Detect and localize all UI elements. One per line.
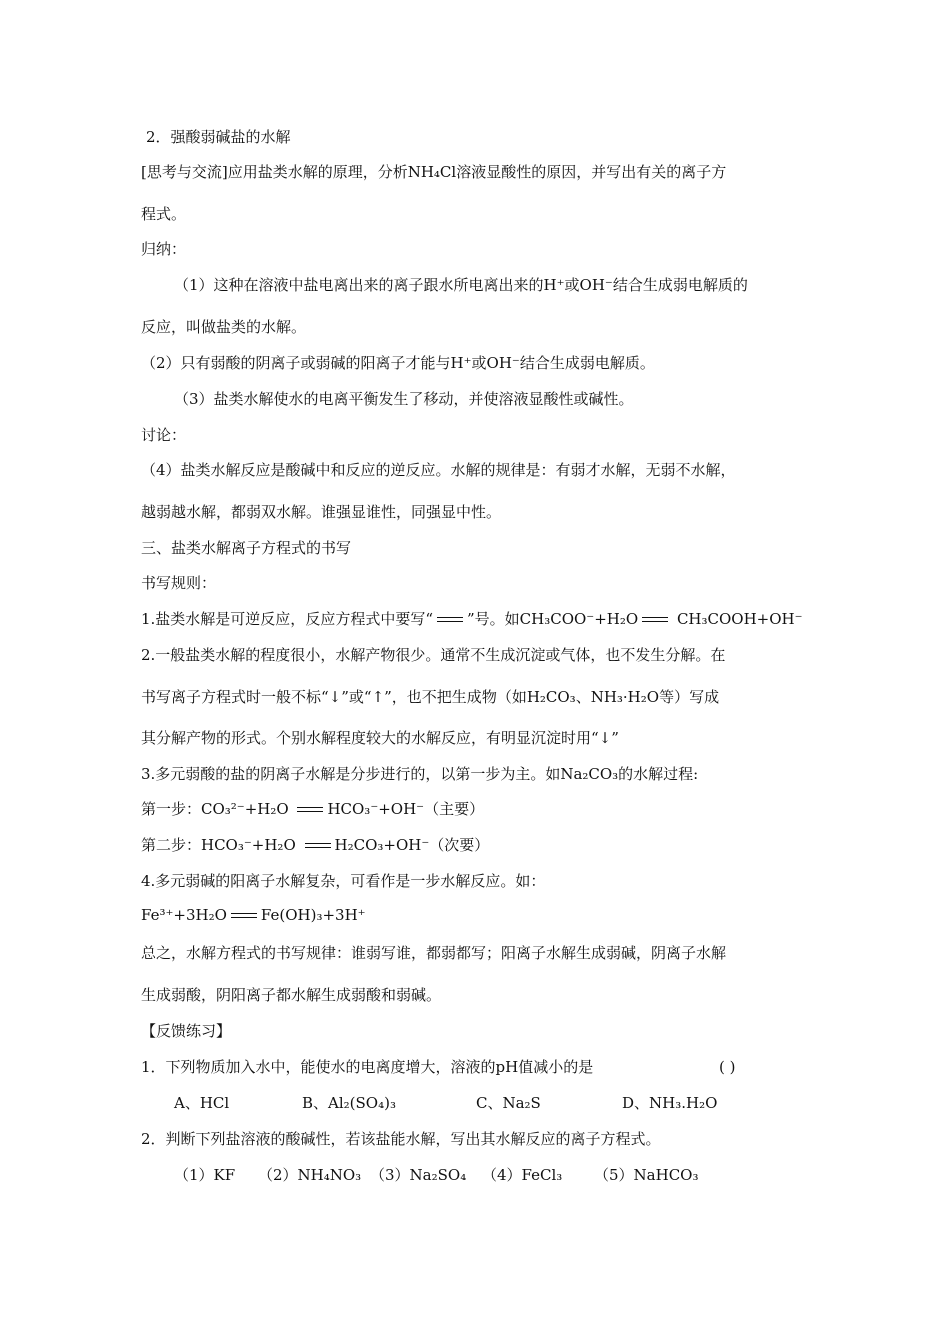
reversible-arrow-icon (303, 841, 333, 851)
reversible-arrow-icon (435, 615, 465, 625)
summary-line1: 总之，水解方程式的书写规律：谁弱写谁，都弱都写；阳离子水解生成弱碱，阴离子水解 (141, 944, 727, 962)
item-4: （4）FeCl₃ (482, 1166, 563, 1184)
summary-heading: 归纳： (141, 240, 187, 258)
reversible-arrow-icon (295, 805, 325, 815)
point-3: （3）盐类水解使水的电离平衡发生了移动，并使溶液显酸性或碱性。 (174, 390, 634, 408)
item-2: （2）NH₄NO₃ (258, 1166, 362, 1184)
step-2-right: H₂CO₃+OH⁻（次要） (334, 836, 490, 854)
step-2-left: 第二步：HCO₃⁻+H₂O (141, 836, 301, 854)
question-1 (141, 1058, 736, 1076)
iron-equation-left: Fe³⁺+3H₂O (141, 906, 227, 924)
rule-1-text-b: ”号。如CH₃COO⁻+H₂O (466, 610, 639, 628)
feedback-heading: 【反馈练习】 (141, 1022, 232, 1040)
rule-1 (141, 610, 803, 628)
option-b: B、Al₂(SO₄)₃ (302, 1094, 396, 1112)
rule-3: 3.多元弱酸的盐的阴离子水解是分步进行的，以第一步为主。如Na₂CO₃的水解过程: (141, 765, 699, 783)
iron-hydrolysis-equation (141, 906, 366, 924)
summary-line2: 生成弱酸，阴阳离子都水解生成弱酸和弱碱。 (141, 986, 442, 1004)
rules-heading: 书写规则： (141, 574, 217, 592)
point-1-line2: 反应，叫做盐类的水解。 (141, 318, 307, 336)
rule-2-line3: 其分解产物的形式。个别水解程度较大的水解反应，有明显沉淀时用“↓” (141, 729, 619, 747)
reversible-arrow-icon (229, 911, 259, 921)
answer-blank: ( ) (719, 1058, 736, 1076)
option-a: A、HCl (174, 1094, 230, 1112)
iron-equation-right: Fe(OH)₃+3H⁺ (260, 906, 366, 924)
rule-2-line1: 2.一般盐类水解的程度很小，水解产物很少。通常不生成沉淀或气体，也不发生分解。在 (141, 646, 726, 664)
step-1-right: HCO₃⁻+OH⁻（主要） (327, 800, 485, 818)
question-2-items (174, 1166, 698, 1184)
rule-1-text-c: CH₃COOH+OH⁻ (672, 610, 803, 628)
item-3: （3）Na₂SO₄ (370, 1166, 467, 1184)
step-1-left: 第一步：CO₃²⁻+H₂O (141, 800, 294, 818)
think-exchange-line1: [思考与交流]应用盐类水解的原理，分析NH₄Cl溶液显酸性的原因，并写出有关的离子方 (141, 163, 727, 181)
option-d: D、NH₃.H₂O (622, 1094, 718, 1112)
item-5: （5）NaHCO₃ (594, 1166, 699, 1184)
question-1-text: 1．下列物质加入水中，能使水的电离度增大，溶液的pH值减小的是 (141, 1058, 594, 1076)
think-exchange-line2: 程式。 (141, 205, 187, 223)
item-1: （1）KF (174, 1166, 236, 1184)
step-1 (141, 800, 484, 818)
discussion-heading: 讨论： (141, 426, 187, 444)
question-2: 2．判断下列盐溶液的酸碱性，若该盐能水解，写出其水解反应的离子方程式。 (141, 1130, 661, 1148)
step-2 (141, 836, 489, 854)
option-c: C、Na₂S (476, 1094, 541, 1112)
rule-2-line2: 书写离子方程式时一般不标“↓”或“↑”，也不把生成物（如H₂CO₃、NH₃·H₂O等）写成 (141, 688, 720, 706)
point-4-line1: （4）盐类水解反应是酸碱中和反应的逆反应。水解的规律是：有弱才水解，无弱不水解， (141, 461, 736, 479)
section-3-title: 三、盐类水解离子方程式的书写 (141, 539, 352, 557)
point-2: （2）只有弱酸的阴离子或弱碱的阳离子才能与H⁺或OH⁻结合生成弱电解质。 (141, 354, 655, 372)
question-1-options (174, 1094, 717, 1112)
point-1-line1: （1）这种在溶液中盐电离出来的离子跟水所电离出来的H⁺或OH⁻结合生成弱电解质的 (174, 276, 748, 294)
point-4-line2: 越弱越水解，都弱双水解。谁强显谁性，同强显中性。 (141, 503, 502, 521)
rule-1-text-a: 1.盐类水解是可逆反应，反应方程式中要写“ (141, 610, 433, 628)
section-2-title: 2．强酸弱碱盐的水解 (146, 128, 291, 146)
reversible-arrow-icon (640, 615, 670, 625)
rule-4: 4.多元弱碱的阳离子水解复杂，可看作是一步水解反应。如： (141, 872, 546, 890)
